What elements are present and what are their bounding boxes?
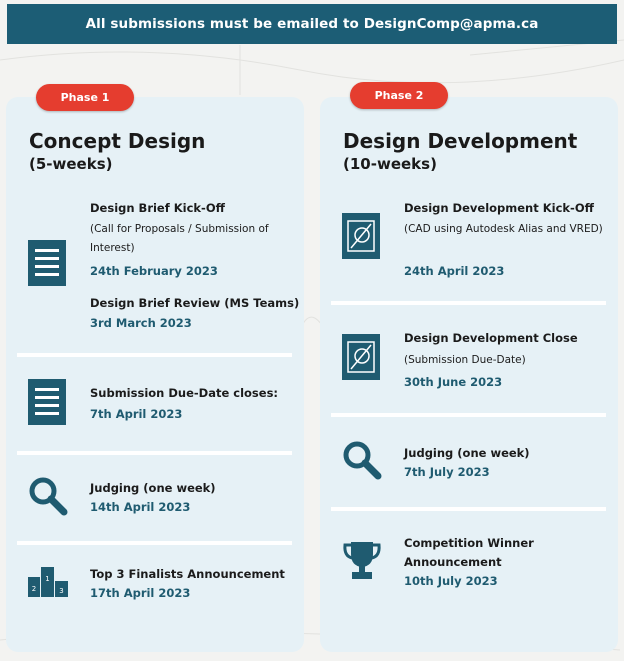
finalists-date: 17th April 2023 — [90, 586, 191, 600]
judging-title: Judging (one week) — [90, 481, 216, 495]
kickoff-title: Design Brief Kick-Off — [90, 201, 225, 215]
finalists-title: Top 3 Finalists Announcement — [90, 567, 285, 581]
dev-close-title: Design Development Close — [404, 331, 578, 345]
dev-close-description: (Submission Due-Date) — [404, 354, 526, 366]
kickoff-date: 24th February 2023 — [90, 264, 218, 278]
podium-icon — [28, 567, 68, 597]
divider — [331, 301, 606, 305]
design-tool-icon — [342, 213, 380, 259]
judging-2-title: Judging (one week) — [404, 446, 530, 460]
magnifier-icon — [342, 440, 382, 480]
submission-date: 7th April 2023 — [90, 407, 183, 421]
divider — [331, 507, 606, 511]
phase-2-badge: Phase 2 — [350, 82, 448, 109]
submission-title: Submission Due-Date closes: — [90, 386, 279, 400]
svg-text:2: 2 — [31, 585, 37, 593]
phase-1-title: Concept Design — [29, 129, 206, 153]
judging-2-date: 7th July 2023 — [404, 465, 490, 479]
phase-1-badge: Phase 1 — [36, 84, 134, 111]
phase-1-subtitle: (5-weeks) — [29, 155, 113, 173]
review-date: 3rd March 2023 — [90, 316, 192, 330]
svg-text:1: 1 — [45, 575, 50, 583]
document-lines-icon — [28, 240, 66, 286]
divider — [17, 451, 292, 455]
email-banner: All submissions must be emailed to DesignComp@apma.ca — [7, 4, 617, 44]
divider — [17, 353, 292, 357]
divider — [17, 541, 292, 545]
winner-title: Competition Winner Announcement — [404, 536, 534, 569]
document-lines-icon — [28, 379, 66, 425]
dev-kickoff-title: Design Development Kick-Off — [404, 201, 594, 215]
phase-2-title: Design Development — [343, 129, 578, 153]
svg-text:3: 3 — [59, 587, 64, 595]
review-title: Design Brief Review (MS Teams) — [90, 296, 300, 310]
judging-date: 14th April 2023 — [90, 500, 191, 514]
dev-close-date: 30th June 2023 — [404, 375, 503, 389]
kickoff-description: (Call for Proposals / Submission of Interest) — [90, 223, 269, 254]
dev-kickoff-date: 24th April 2023 — [404, 264, 505, 278]
design-tool-icon — [342, 334, 380, 380]
phase-2-subtitle: (10-weeks) — [343, 155, 437, 173]
divider — [331, 413, 606, 417]
magnifier-icon — [28, 476, 68, 516]
trophy-icon — [342, 540, 382, 580]
winner-date: 10th July 2023 — [404, 574, 498, 588]
dev-kickoff-description: (CAD using Autodesk Alias and VRED) — [404, 223, 603, 235]
